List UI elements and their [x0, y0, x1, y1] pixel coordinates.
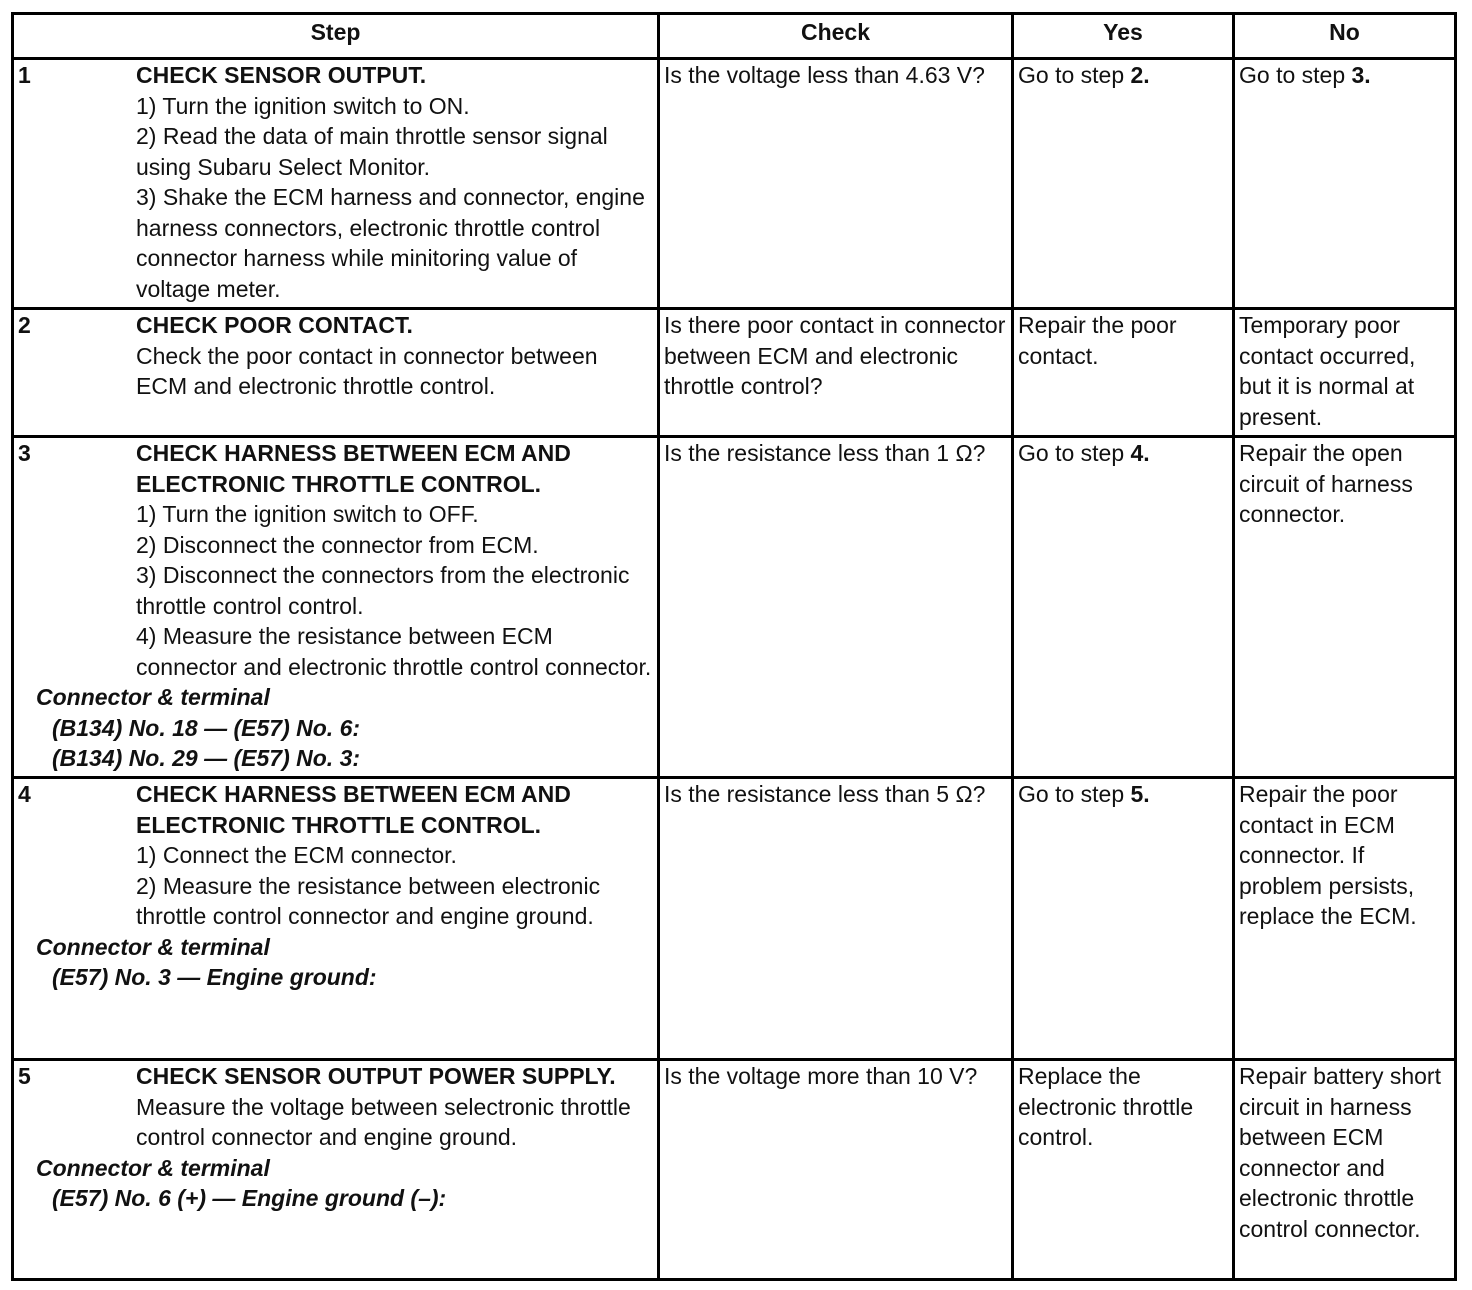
yes-cell — [1013, 309, 1234, 437]
connector-terminal-line: (E57) No. 3 — Engine ground: — [52, 964, 377, 990]
connector-terminal-label: Connector & terminal — [36, 933, 270, 960]
step-number: 4 — [18, 781, 31, 807]
yes-cell — [1013, 1060, 1234, 1280]
table-row — [13, 59, 1456, 309]
connector-terminal-line: (B134) No. 18 — (E57) No. 6: — [52, 714, 361, 741]
connector-terminal-line: (E57) No. 6 (+) — Engine ground (–): — [52, 1185, 447, 1211]
yes-text: Go to step — [1018, 781, 1131, 807]
no-cell — [1234, 778, 1456, 1060]
step-line: Measure the voltage between selectronic throttle control connector and engine ground. — [136, 1093, 631, 1150]
step-number: 1 — [18, 62, 31, 88]
connector-terminal-line: (B134) No. 29 — (E57) No. 3: — [52, 745, 361, 771]
step-line: 2) Disconnect the connector from ECM. — [136, 531, 539, 558]
no-text: Repair the open circuit of harness connector. — [1239, 440, 1413, 527]
yes-step-ref: 2. — [1130, 62, 1150, 88]
no-text: Temporary poor contact occurred, but it is normal at present. — [1239, 312, 1416, 430]
step-title: CHECK HARNESS BETWEEN ECM AND ELECTRONIC THROTTLE CONTROL. — [136, 781, 571, 838]
yes-step-ref: 4. — [1130, 440, 1150, 466]
check-cell: Is the voltage more than 10 V? — [659, 1060, 1013, 1280]
no-cell — [1234, 1060, 1456, 1280]
table-row — [13, 309, 1456, 437]
step-number: 3 — [18, 440, 31, 466]
no-text: Go to step — [1239, 62, 1352, 88]
yes-text: Go to step — [1018, 440, 1131, 466]
yes-cell — [1013, 778, 1234, 1060]
check-cell: Is there poor contact in connector between ECM and electronic throttle control? — [659, 309, 1013, 437]
yes-text: Repair the poor contact. — [1018, 312, 1177, 369]
step-line: 1) Turn the ignition switch to ON. — [136, 92, 470, 119]
no-text: Repair battery short circuit in harness between ECM connector and electronic throttle control connector. — [1239, 1063, 1441, 1242]
no-step-ref: 3. — [1351, 62, 1371, 88]
yes-step-ref: 5. — [1130, 781, 1150, 807]
step-title: CHECK POOR CONTACT. — [136, 312, 413, 338]
step-line: 1) Turn the ignition switch to OFF. — [136, 501, 479, 527]
connector-terminal-label: Connector & terminal — [36, 1154, 270, 1181]
step-number: 5 — [18, 1063, 31, 1089]
step-cell — [13, 437, 659, 778]
check-cell: Is the resistance less than 1 Ω? — [659, 437, 1013, 778]
no-cell — [1234, 59, 1456, 309]
check-cell: Is the voltage less than 4.63 V? — [659, 59, 1013, 309]
connector-terminal-label: Connector & terminal — [36, 684, 270, 710]
step-cell — [13, 778, 659, 1060]
header-yes: Yes — [1013, 14, 1234, 59]
table-row — [13, 778, 1456, 1060]
step-title: CHECK SENSOR OUTPUT. — [136, 62, 427, 88]
step-cell — [13, 1060, 659, 1280]
header-row — [13, 14, 1456, 59]
yes-text: Replace the electronic throttle control. — [1018, 1063, 1194, 1150]
step-line: 3) Disconnect the connectors from the electronic throttle control control. — [136, 562, 630, 619]
step-title: CHECK HARNESS BETWEEN ECM AND ELECTRONIC THROTTLE CONTROL. — [136, 440, 571, 497]
yes-cell — [1013, 437, 1234, 778]
header-no: No — [1234, 14, 1456, 59]
yes-cell — [1013, 59, 1234, 309]
step-line: 3) Shake the ECM harness and connector, engine harness connectors, electronic throttle control connector harness while minitoring value of voltage meter. — [136, 184, 645, 302]
diagnostic-table — [11, 12, 1457, 1281]
yes-text: Go to step — [1018, 62, 1131, 88]
check-cell: Is the resistance less than 5 Ω? — [659, 778, 1013, 1060]
step-line: 1) Connect the ECM connector. — [136, 842, 457, 868]
header-check: Check — [659, 14, 1013, 59]
no-text: Repair the poor contact in ECM connector. If problem persists, replace the ECM. — [1239, 781, 1417, 929]
step-cell — [13, 309, 659, 437]
no-cell — [1234, 309, 1456, 437]
no-cell — [1234, 437, 1456, 778]
step-cell — [13, 59, 659, 309]
step-title: CHECK SENSOR OUTPUT POWER SUPPLY. — [136, 1063, 616, 1089]
step-number: 2 — [18, 312, 31, 338]
step-line: 2) Read the data of main throttle sensor signal using Subaru Select Monitor. — [136, 123, 608, 180]
table-row — [13, 437, 1456, 778]
table-row — [13, 1060, 1456, 1280]
step-line: 4) Measure the resistance between ECM connector and electronic throttle control connector. — [136, 623, 652, 680]
header-step: Step — [13, 14, 659, 59]
step-line: Check the poor contact in connector between ECM and electronic throttle control. — [136, 342, 598, 399]
step-line: 2) Measure the resistance between electronic throttle control connector and engine ground. — [136, 872, 601, 929]
